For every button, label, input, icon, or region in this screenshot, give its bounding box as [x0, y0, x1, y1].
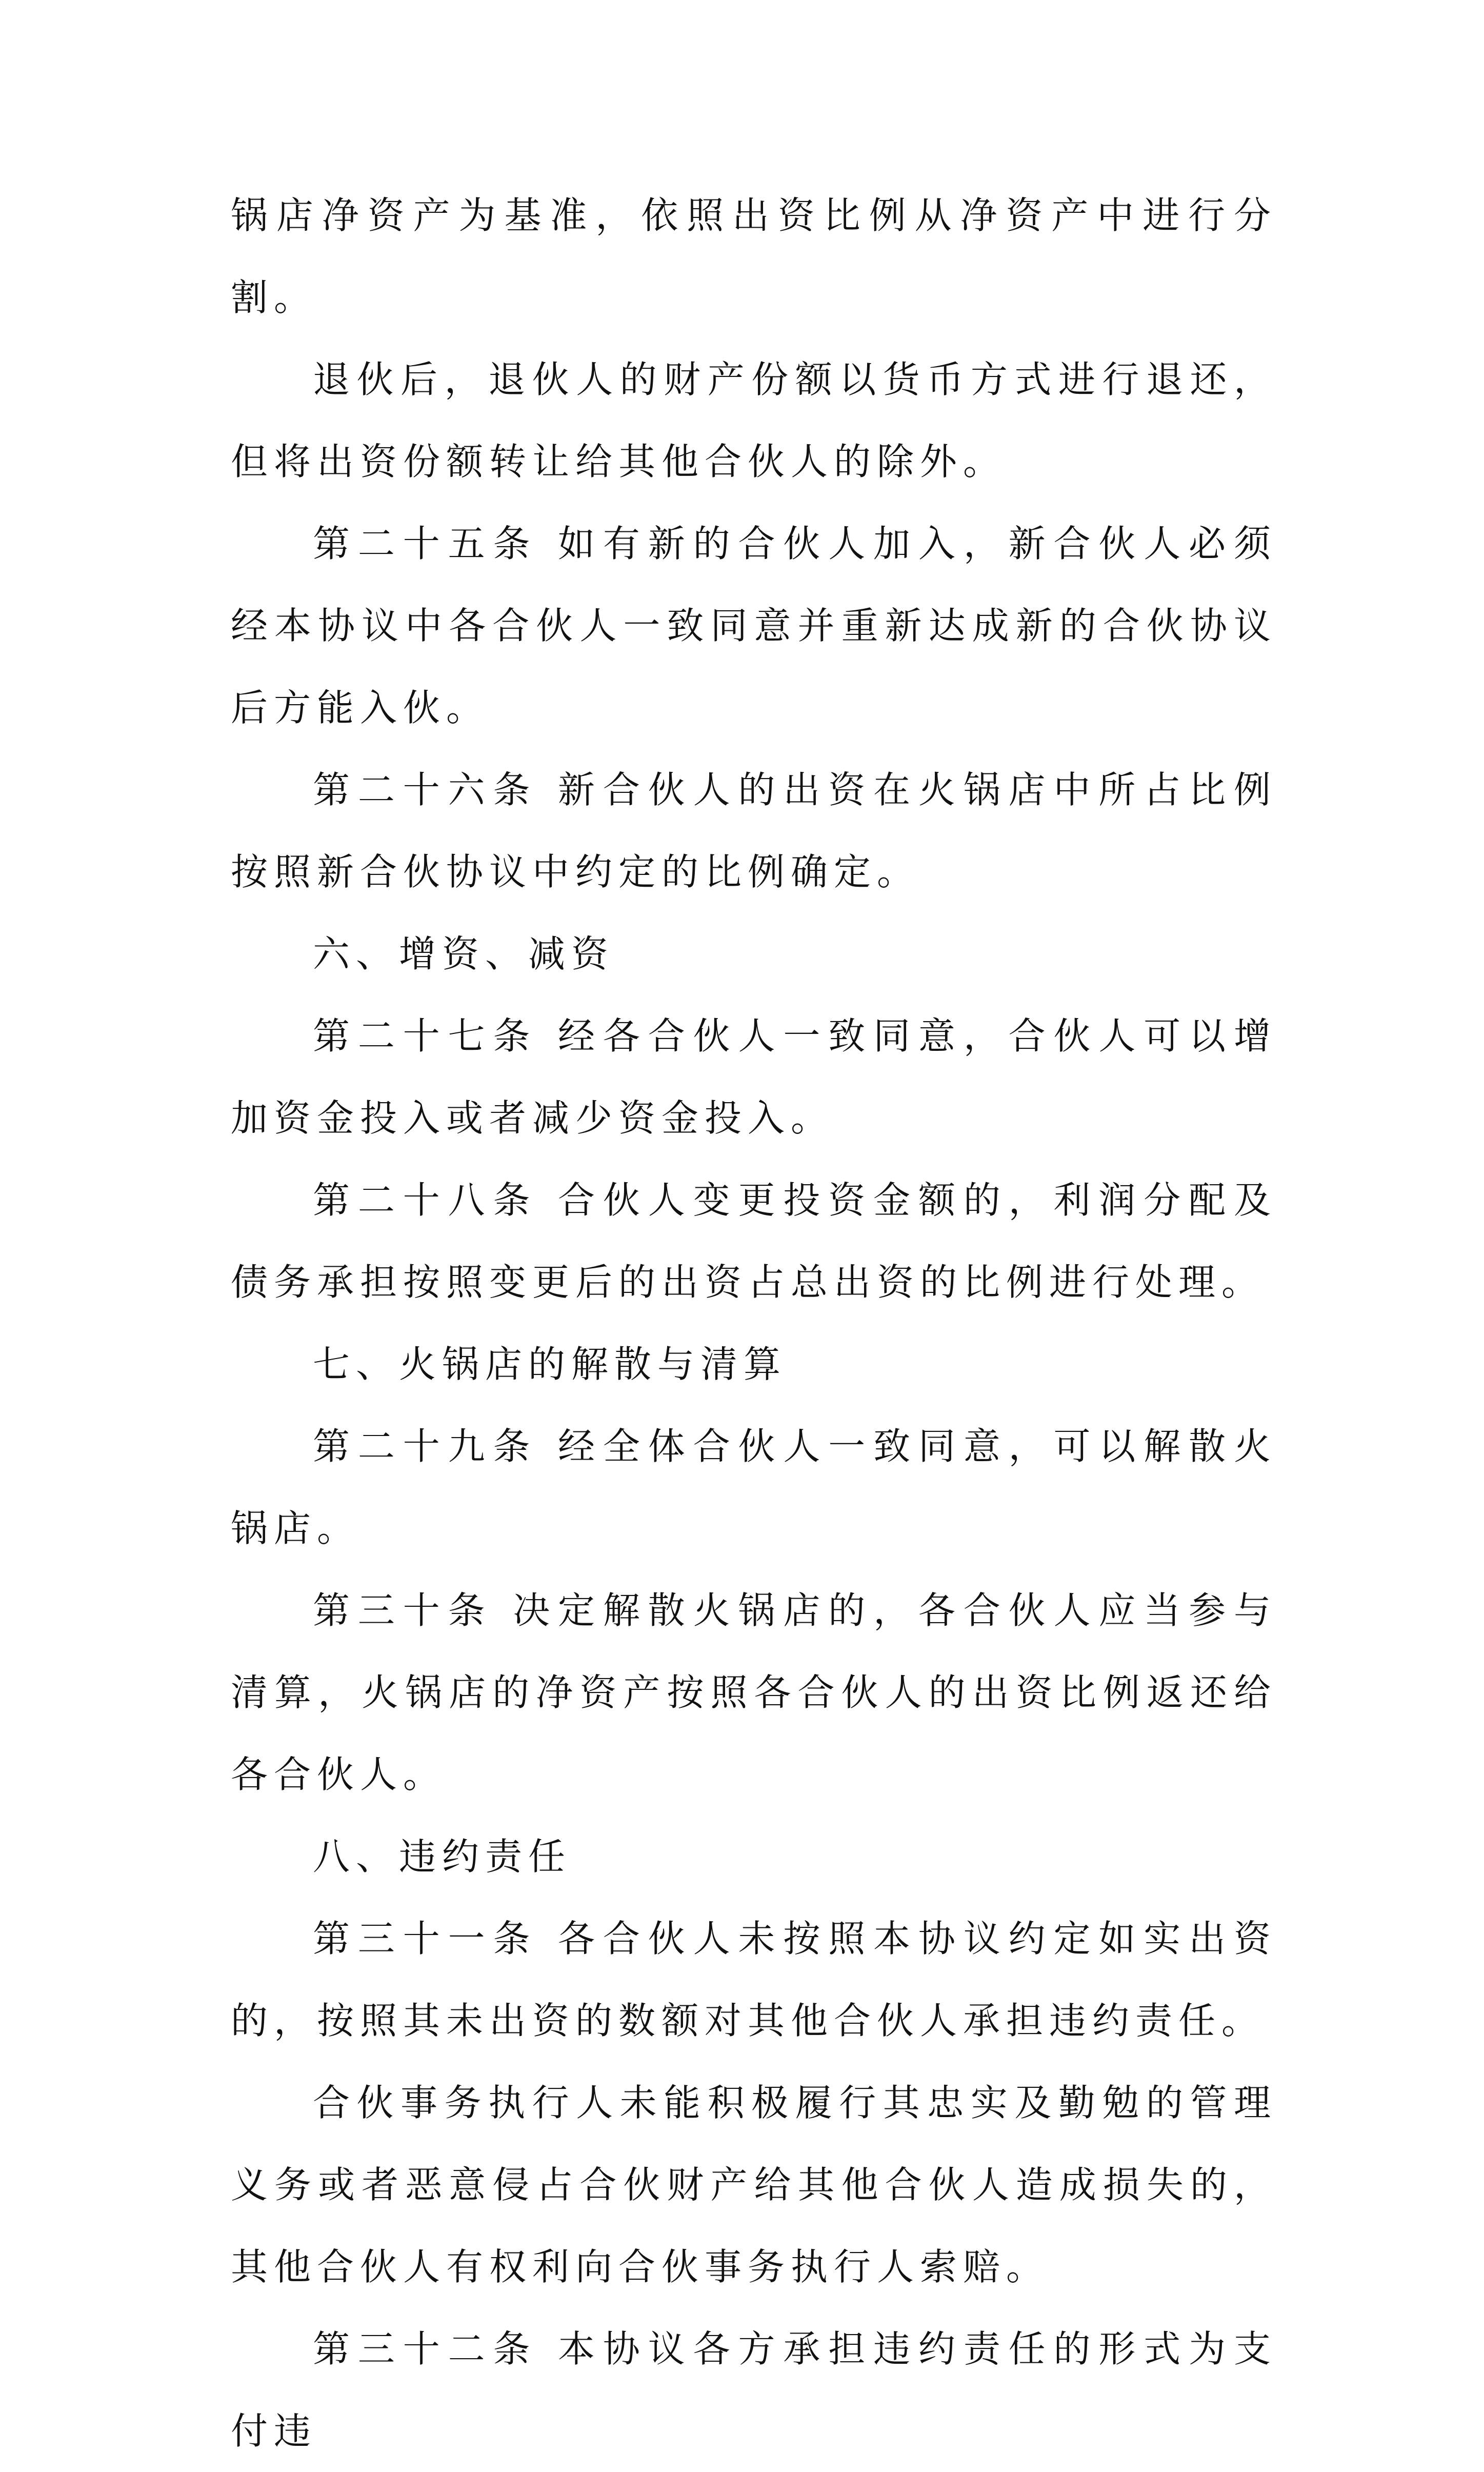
paragraph-executor-liability: 合伙事务执行人未能积极履行其忠实及勤勉的管理义务或者恶意侵占合伙财产给其他合伙人造成损失的，其他合伙人有权利向合伙事务执行人索赔。: [231, 2081, 1277, 2288]
article-26: 第二十六条 新合伙人的出资在火锅店中所占比例按照新合伙协议中约定的比例确定。: [231, 768, 1277, 893]
article-28: 第二十八条 合伙人变更投资金额的，利润分配及债务承担按照变更后的出资占总出资的比例进行处理。: [231, 1179, 1277, 1304]
section-heading-capital-change: 六、增资、减资: [313, 932, 615, 975]
section-heading-dissolution: 七、火锅店的解散与清算: [313, 1343, 787, 1386]
article-25: 第二十五条 如有新的合伙人加入，新合伙人必须经本协议中各合伙人一致同意并重新达成新的合伙协议后方能入伙。: [231, 522, 1277, 729]
paragraph-withdrawal-refund: 退伙后，退伙人的财产份额以货币方式进行退还，但将出资份额转让给其他合伙人的除外。: [231, 358, 1277, 483]
article-27: 第二十七条 经各合伙人一致同意，合伙人可以增加资金投入或者减少资金投入。: [231, 1014, 1277, 1140]
article-29: 第二十九条 经全体合伙人一致同意，可以解散火锅店。: [231, 1425, 1277, 1550]
article-31: 第三十一条 各合伙人未按照本协议约定如实出资的，按照其未出资的数额对其他合伙人承担违约责任。: [231, 1917, 1277, 2042]
article-30: 第三十条 决定解散火锅店的，各合伙人应当参与清算，火锅店的净资产按照各合伙人的出资比例返还给各合伙人。: [231, 1589, 1277, 1796]
article-32: 第三十二条 本协议各方承担违约责任的形式为支付违: [231, 2327, 1277, 2453]
paragraph-continuation: 锅店净资产为基准，依照出资比例从净资产中进行分割。: [231, 194, 1277, 319]
document-page: [231, 174, 1277, 2472]
section-heading-liability: 八、违约责任: [313, 1835, 572, 1878]
